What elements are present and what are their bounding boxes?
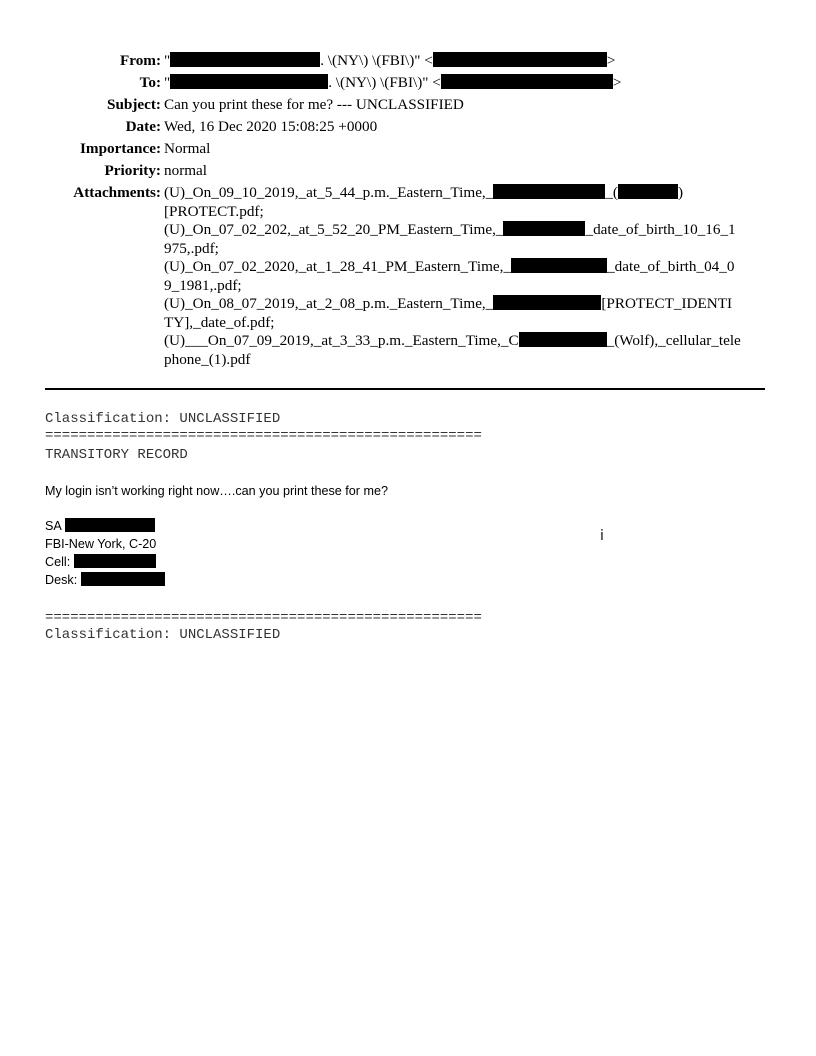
- redaction-block: [81, 572, 165, 586]
- subject-value: Can you print these for me? --- UNCLASSIFIED: [164, 96, 464, 113]
- attachment-text: _(Wolf),_cellular_tele: [606, 332, 741, 349]
- text-cursor-icon: i: [600, 528, 604, 544]
- attachment-item[interactable]: [164, 221, 761, 258]
- redaction-block: [441, 74, 613, 89]
- from-label: From:: [119, 52, 161, 69]
- to-org: . \(NY\) \(FBI\)" <: [328, 74, 441, 91]
- attachment-text: (U)_On_07_02_202,_at_5_52_20_PM_Eastern_Time,_: [164, 221, 504, 238]
- date-row: [0, 118, 816, 137]
- attachment-item[interactable]: [164, 295, 761, 332]
- from-quote: ": [164, 52, 171, 69]
- cell-label: Cell:: [45, 555, 71, 569]
- from-org: . \(NY\) \(FBI\)" <: [320, 52, 433, 69]
- attachment-text: 975,.pdf;: [164, 239, 219, 257]
- importance-value: Normal: [164, 140, 211, 157]
- subject-row: [0, 96, 816, 115]
- attachments-label: Attachments:: [73, 184, 161, 201]
- signature-desk: [45, 572, 165, 590]
- date-label: Date:: [125, 118, 161, 135]
- sig-title: SA: [45, 519, 62, 533]
- attachment-text: ): [677, 184, 684, 201]
- attachment-text: [PROTECT_IDENTI: [601, 295, 733, 312]
- attachment-text: [PROTECT.pdf;: [164, 202, 264, 220]
- from-row: [0, 52, 816, 71]
- separator-top: ====================================================: [45, 428, 482, 444]
- to-quote: ": [164, 74, 171, 91]
- attachment-text: (U)_On_07_02_2020,_at_1_28_41_PM_Eastern_Time,_: [164, 258, 512, 275]
- redaction-block: [618, 184, 678, 199]
- attachment-text: (U)_On_08_07_2019,_at_2_08_p.m._Eastern_Time,_: [164, 295, 494, 312]
- to-label: To:: [139, 74, 161, 91]
- date-value: Wed, 16 Dec 2020 15:08:25 +0000: [164, 118, 378, 135]
- redaction-block: [170, 74, 328, 89]
- signature-block: [45, 518, 165, 590]
- attachment-text: _date_of_birth_04_0: [607, 258, 735, 275]
- subject-label: Subject:: [107, 96, 161, 113]
- to-row: [0, 74, 816, 93]
- email-header: [0, 52, 816, 373]
- attachment-text: TY],_date_of.pdf;: [164, 313, 275, 331]
- redaction-block: [65, 518, 155, 532]
- from-bracket: >: [606, 52, 616, 69]
- attachment-text: phone_(1).pdf: [164, 350, 251, 368]
- to-value: [164, 74, 761, 93]
- redaction-block: [493, 295, 601, 310]
- priority-label: Priority:: [104, 162, 161, 179]
- record-type: TRANSITORY RECORD: [45, 447, 188, 463]
- redaction-block: [519, 332, 607, 347]
- attachment-text: (U)_On_09_10_2019,_at_5_44_p.m._Eastern_Time,_: [164, 184, 494, 201]
- separator-bottom: ====================================================: [45, 610, 482, 626]
- importance-label: Importance:: [80, 140, 161, 157]
- priority-value: normal: [164, 162, 208, 179]
- attachment-text: (U)___On_07_09_2019,_at_3_33_p.m._Eastern_Time,_C: [164, 332, 519, 349]
- classification-bottom: Classification: UNCLASSIFIED: [45, 627, 281, 643]
- redaction-block: [433, 52, 607, 67]
- attachment-item[interactable]: [164, 332, 761, 369]
- redaction-block: [511, 258, 607, 273]
- classification-top: Classification: UNCLASSIFIED: [45, 411, 281, 427]
- attachment-text: _date_of_birth_10_16_1: [585, 221, 736, 238]
- importance-row: [0, 140, 816, 159]
- attachments-row: [0, 184, 816, 369]
- redaction-block: [74, 554, 156, 568]
- signature-name: [45, 518, 165, 536]
- priority-row: [0, 162, 816, 181]
- to-bracket: >: [612, 74, 622, 91]
- from-value: [164, 52, 761, 71]
- attachments-list: [164, 184, 761, 369]
- redaction-block: [170, 52, 320, 67]
- attachment-text: _(: [605, 184, 618, 201]
- message-text: My login isn’t working right now….can you print these for me?: [45, 484, 388, 498]
- attachment-item[interactable]: [164, 258, 761, 295]
- redaction-block: [493, 184, 605, 199]
- attachment-item[interactable]: [164, 184, 761, 221]
- signature-office: FBI-New York, C-20: [45, 537, 157, 551]
- attachment-text: 9_1981,.pdf;: [164, 276, 242, 294]
- header-divider: [45, 388, 765, 390]
- desk-label: Desk:: [45, 573, 78, 587]
- redaction-block: [503, 221, 585, 236]
- signature-cell: [45, 554, 165, 572]
